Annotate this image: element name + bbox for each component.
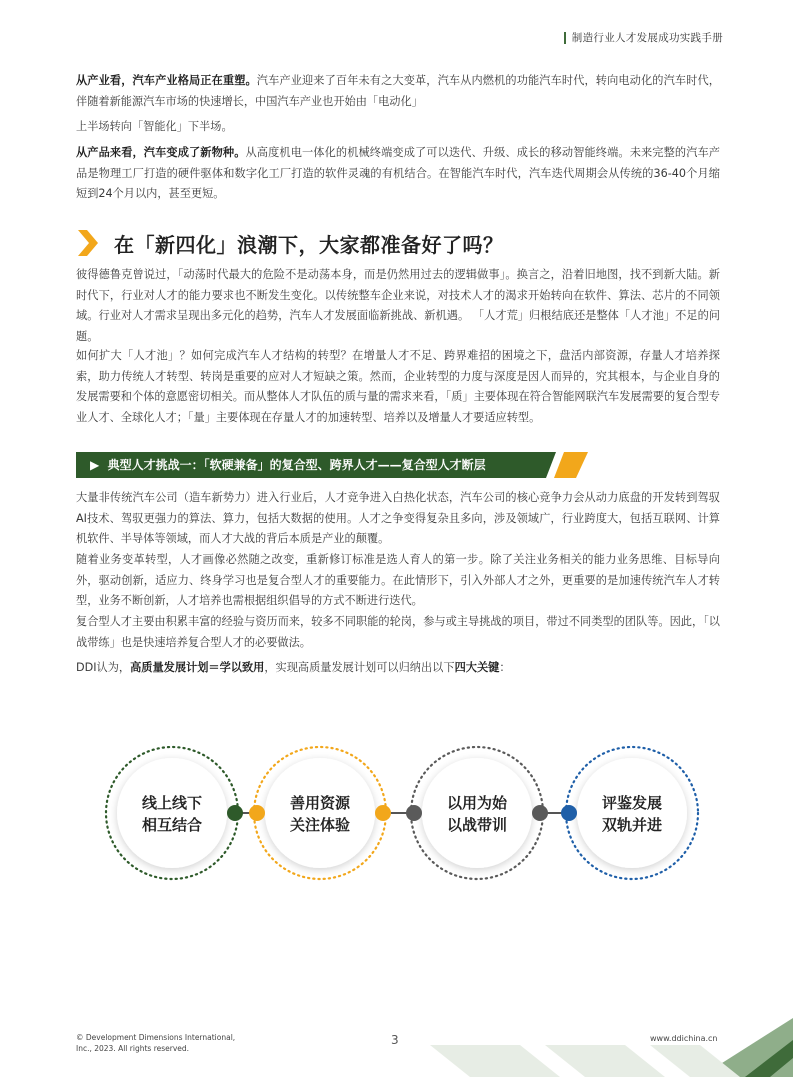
page-number: 3: [391, 1033, 399, 1047]
connector-dot-right-1: [249, 805, 265, 821]
header-bar: [564, 32, 566, 44]
section-paragraph-2: 如何扩大「人才池」？如何完成汽车人才结构的转型？在增量人才不足、跨界难招的困境之下，盘活内部资源，存量人才培养探索，助力传统人才转型、转岗是重要的应对人才短缺之策。然而，企业转型的力度与深度是因人而异的，究其根本，与企业自身的发展需要和个体的意愿密切相关。而从整体人才队伍的质与量的需求来看，「质」主要体现在符合智能网联汽车发展需要的复合型专业人才、全球化人才；「量」主要体现在存量人才的加速转型、培养以及增量人才要适应转型。: [76, 349, 720, 424]
key-label-4-line-2: 双轨并进: [601, 816, 663, 834]
footer-url: www.ddichina.cn: [650, 1034, 718, 1043]
banner-label: [90, 452, 486, 478]
connector-dot-right-2: [406, 805, 422, 821]
key-disc-4: [577, 758, 687, 868]
connector-dot-left-1: [227, 805, 243, 821]
key-disc-3: [422, 758, 532, 868]
intro-p3-bold: 从产品来看，汽车变成了新物种。: [76, 146, 246, 159]
intro-paragraph-1: [76, 71, 720, 112]
footer-copyright: [76, 1032, 235, 1054]
section-title: 在「新四化」浪潮下，大家都准备好了吗？: [114, 232, 504, 257]
section-heading: [76, 226, 504, 260]
connector-dot-left-3: [532, 805, 548, 821]
intro-p1-bold: 从产业看，汽车产业格局正在重塑。: [76, 74, 257, 87]
challenge-paragraph-1: 大量非传统汽车公司（造车新势力）进入行业后，人才竞争进入白热化状态，汽车公司的核心竞争力会从动力底盘的开发转到驾驭AI技术、驾驭更强力的算法、算力，包括大数据的使用。人才之争变得复杂且多向，涉及领域广，行业跨度大，包括互联网、计算机软件、半导体等领域，而人才大战的背后本质是产业的颠覆。: [76, 491, 720, 545]
connector-dot-left-2: [375, 805, 391, 821]
key-label-2-line-2: 关注体验: [289, 816, 351, 834]
key-label-2-line-1: 善用资源: [289, 794, 351, 812]
section-paragraph-1: 彼得德鲁克曾说过，「动荡时代最大的危险不是动荡本身，而是仍然用过去的逻辑做事」。换言之，沿着旧地图，找不到新大陆。新时代下，行业对人才的能力要求也不断发生变化。以传统整车企业来说，对技术人才的渴求开始转向在软件、算法、芯片的不同领域。行业对人才需求呈现出多元化的趋势，汽车人才发展面临新挑战、新机遇。 「人才荒」归根结底还是整体「人才池」不足的问题。: [76, 268, 720, 343]
challenge-paragraph-2: 随着业务变革转型，人才画像必然随之改变，重新修订标准是选人育人的第一步。除了关注业务相关的能力业务思维、目标导向外，驱动创新，适应力、终身学习也是复合型人才的重要能力。在此情形下，引入外部人才之外，更重要的是加速传统汽车人才转型，业务不断创新，人才培养也需根据组织倡导的方式不断进行迭代。: [76, 553, 720, 607]
page-header: [564, 30, 723, 45]
ddi-formula: 高质量发展计划＝学以致用: [130, 661, 265, 674]
key-disc-2: [265, 758, 375, 868]
intro-paragraph-2: 上半场转向「智能化」下半场。: [76, 120, 233, 133]
ddi-prefix: DDI认为，: [76, 661, 131, 674]
ddi-colon: ：: [499, 661, 511, 674]
challenge-paragraph-4: [76, 658, 720, 679]
play-icon: ▶: [90, 458, 108, 472]
ddi-keys: 四大关键: [454, 661, 500, 674]
key-label-3-line-1: 以用为始: [446, 794, 508, 812]
key-disc-1: [117, 758, 227, 868]
four-keys-diagram: [0, 740, 793, 890]
challenge-banner: [76, 452, 588, 478]
key-label-1-line-1: 线上线下: [141, 794, 203, 812]
ddi-middle: ，实现高质量发展计划可以归纳出以下: [264, 661, 455, 674]
connector-dot-right-3: [561, 805, 577, 821]
header-title: 制造行业人才发展成功实践手册: [571, 32, 723, 44]
chevron-right-icon: [76, 228, 100, 258]
intro-paragraph-3: [76, 143, 720, 205]
key-label-3-line-2: 以战带训: [446, 816, 508, 834]
intro-p3-text: 从高度机电一体化的机械终端变成了可以迭代、升级、成长的移动智能终端。未来完整的汽车产品是物理工厂打造的硬件驱体和数字化工厂打造的软件灵魂的有机结合。在智能汽车时代，汽车迭代周期会从传统的36-40个月缩短到24个月以内，甚至更短。: [76, 146, 720, 200]
intro-p1-text: 汽车产业迎来了百年未有之大变革，汽车从内燃机的功能汽车时代，转向电动化的汽车时代，伴随着新能源汽车市场的快速增长，中国汽车产业也开始由「电动化」: [76, 74, 720, 108]
copyright-line-2: Inc., 2023. All rights reserved.: [76, 1044, 190, 1053]
challenge-paragraph-3: 复合型人才主要由积累丰富的经验与资历而来，较多不同职能的轮岗，参与或主导挑战的项目，带过不同类型的团队等。因此，「以战带练」也是快速培养复合型人才的必要做法。: [76, 615, 720, 649]
banner-text: 典型人才挑战一：「软硬兼备」的复合型、跨界人才——复合型人才断层: [107, 458, 486, 472]
key-label-1-line-2: 相互结合: [141, 816, 203, 834]
copyright-line-1: © Development Dimensions International,: [76, 1033, 236, 1042]
key-label-4-line-1: 评鉴发展: [601, 794, 663, 812]
